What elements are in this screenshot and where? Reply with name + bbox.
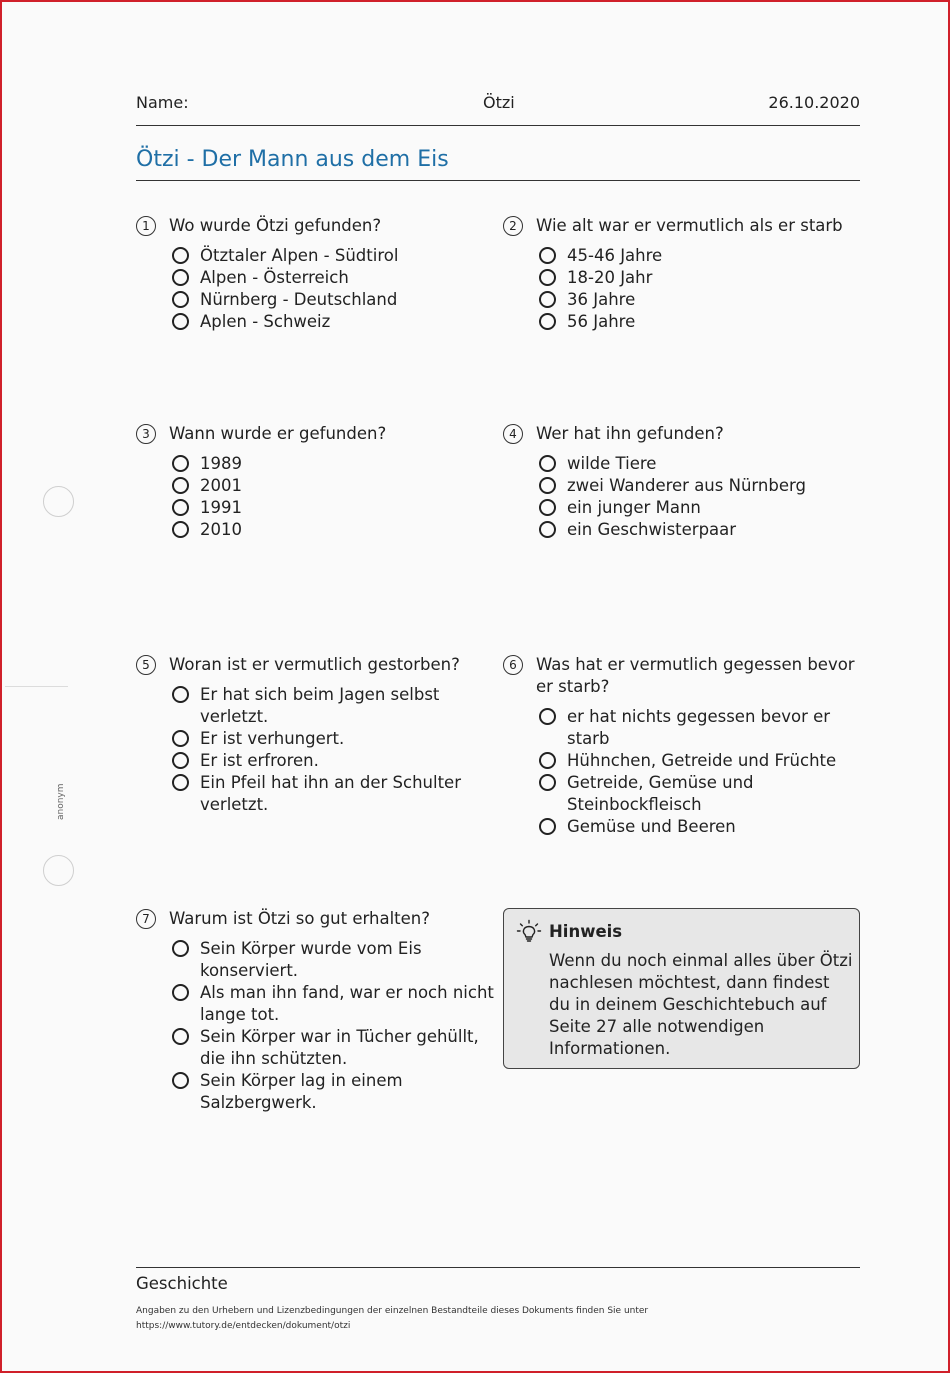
option-label: Getreide, Gemüse und Steinbockfleisch (567, 773, 754, 814)
option-list (172, 245, 491, 333)
punch-hole-top (43, 486, 74, 517)
option-label: er hat nichts gegessen bevor er starb (567, 707, 831, 748)
question-number: 3 (136, 424, 156, 444)
answer-option[interactable] (172, 1070, 496, 1114)
option-label: Ötztaler Alpen - Südtirol (200, 246, 399, 265)
option-list (172, 684, 491, 816)
radio-button[interactable] (172, 774, 189, 791)
punch-hole-bottom (43, 855, 74, 886)
question-number: 4 (503, 424, 523, 444)
option-label: 36 Jahre (567, 290, 636, 309)
answer-option[interactable] (539, 519, 860, 541)
radio-button[interactable] (172, 455, 189, 472)
radio-button[interactable] (172, 521, 189, 538)
radio-button[interactable] (172, 269, 189, 286)
option-label: Er ist verhungert. (200, 729, 345, 748)
answer-option[interactable] (539, 267, 860, 289)
radio-button[interactable] (172, 313, 189, 330)
radio-button[interactable] (539, 269, 556, 286)
option-label: 18-20 Jahr (567, 268, 653, 287)
option-label: Nürnberg - Deutschland (200, 290, 398, 309)
option-list (172, 453, 491, 541)
option-list (539, 245, 860, 333)
footer-attribution (136, 1304, 776, 1334)
answer-option[interactable] (172, 289, 491, 311)
hint-text: Wenn du noch einmal alles über Ötzi nachlesen möchtest, dann findest du in deinem Geschichtebuch auf Seite 27 alle notwendigen Informationen. (549, 951, 853, 1058)
option-label: 1991 (200, 498, 242, 517)
topic-label: Ötzi (483, 93, 515, 112)
name-label: Name: (136, 93, 189, 112)
option-list (539, 706, 860, 838)
answer-option[interactable] (172, 982, 496, 1026)
radio-button[interactable] (172, 752, 189, 769)
question-header (136, 215, 491, 237)
footer-divider (136, 1267, 860, 1268)
radio-button[interactable] (539, 291, 556, 308)
option-label: 56 Jahre (567, 312, 636, 331)
answer-option[interactable] (172, 519, 491, 541)
option-label: Ein Pfeil hat ihn an der Schulter verletzt. (200, 773, 461, 814)
radio-button[interactable] (172, 291, 189, 308)
radio-button[interactable] (539, 477, 556, 494)
radio-button[interactable] (172, 984, 189, 1001)
question-number: 1 (136, 216, 156, 236)
answer-option[interactable] (172, 311, 491, 333)
answer-option[interactable] (172, 1026, 496, 1070)
radio-button[interactable] (172, 1028, 189, 1045)
page-title: Ötzi - Der Mann aus dem Eis (136, 147, 449, 172)
question-number: 5 (136, 655, 156, 675)
attribution-line-1: Angaben zu den Urhebern und Lizenzbedingungen der einzelnen Bestandteile dieses Dokuments finden Sie unter (136, 1306, 649, 1316)
answer-option[interactable] (172, 475, 491, 497)
question-text: Woran ist er vermutlich gestorben? (169, 655, 460, 674)
question-text: Wo wurde Ötzi gefunden? (169, 216, 382, 235)
lightbulb-icon (516, 919, 542, 945)
question-4 (503, 423, 860, 541)
option-list (539, 453, 860, 541)
option-label: Aplen - Schweiz (200, 312, 331, 331)
answer-option[interactable] (539, 750, 860, 772)
question-text: Was hat er vermutlich gegessen bevor er starb? (536, 655, 855, 696)
option-label: zwei Wanderer aus Nürnberg (567, 476, 806, 495)
question-5 (136, 654, 491, 816)
option-label: ein Geschwisterpaar (567, 520, 737, 539)
option-list (172, 938, 496, 1114)
fold-mark (5, 686, 68, 687)
option-label: 45-46 Jahre (567, 246, 663, 265)
answer-option[interactable] (172, 497, 491, 519)
answer-option[interactable] (172, 728, 491, 750)
radio-button[interactable] (539, 499, 556, 516)
radio-button[interactable] (539, 774, 556, 791)
radio-button[interactable] (539, 521, 556, 538)
sidebar-label: anonym (56, 783, 66, 820)
question-number: 2 (503, 216, 523, 236)
option-label: Sein Körper wurde vom Eis konserviert. (200, 939, 422, 980)
question-6 (503, 654, 860, 838)
option-label: ein junger Mann (567, 498, 701, 517)
radio-button[interactable] (172, 940, 189, 957)
radio-button[interactable] (539, 708, 556, 725)
option-label: Gemüse und Beeren (567, 817, 736, 836)
option-label: Er ist erfroren. (200, 751, 319, 770)
radio-button[interactable] (172, 686, 189, 703)
question-header (503, 423, 860, 445)
question-header (136, 654, 491, 676)
radio-button[interactable] (172, 477, 189, 494)
question-number: 7 (136, 909, 156, 929)
answer-option[interactable] (539, 706, 860, 750)
option-label: Sein Körper war in Tücher gehüllt, die ihn schützten. (200, 1027, 479, 1068)
answer-option[interactable] (539, 289, 860, 311)
question-text: Wer hat ihn gefunden? (536, 424, 724, 443)
header-divider (136, 125, 860, 126)
radio-button[interactable] (539, 313, 556, 330)
radio-button[interactable] (172, 730, 189, 747)
radio-button[interactable] (172, 247, 189, 264)
question-header (136, 423, 491, 445)
question-3 (136, 423, 491, 541)
question-header (503, 215, 860, 237)
answer-option[interactable] (539, 453, 860, 475)
radio-button[interactable] (172, 1072, 189, 1089)
radio-button[interactable] (539, 247, 556, 264)
question-text: Wann wurde er gefunden? (169, 424, 387, 443)
question-1 (136, 215, 491, 333)
radio-button[interactable] (172, 499, 189, 516)
radio-button[interactable] (539, 752, 556, 769)
radio-button[interactable] (539, 818, 556, 835)
answer-option[interactable] (172, 772, 491, 816)
answer-option[interactable] (172, 245, 491, 267)
hint-heading: Hinweis (549, 922, 623, 941)
title-divider (136, 180, 860, 181)
footer-subject: Geschichte (136, 1274, 228, 1293)
question-7 (136, 908, 496, 1114)
option-label: Er hat sich beim Jagen selbst verletzt. (200, 685, 440, 726)
hint-box (503, 908, 860, 1069)
answer-option[interactable] (539, 311, 860, 333)
option-label: Sein Körper lag in einem Salzbergwerk. (200, 1071, 403, 1112)
answer-option[interactable] (172, 938, 496, 982)
radio-button[interactable] (539, 455, 556, 472)
answer-option[interactable] (539, 497, 860, 519)
answer-option[interactable] (172, 750, 491, 772)
question-number: 6 (503, 655, 523, 675)
answer-option[interactable] (172, 267, 491, 289)
question-header (503, 654, 860, 698)
answer-option[interactable] (539, 475, 860, 497)
option-label: 2010 (200, 520, 242, 539)
option-label: Alpen - Österreich (200, 268, 349, 287)
question-header (136, 908, 496, 930)
answer-option[interactable] (172, 453, 491, 475)
option-label: Hühnchen, Getreide und Früchte (567, 751, 837, 770)
attribution-line-2: https://www.tutory.de/entdecken/dokument/otzi (136, 1321, 351, 1331)
answer-option[interactable] (539, 816, 860, 838)
answer-option[interactable] (539, 772, 860, 816)
option-label: 2001 (200, 476, 242, 495)
question-text: Wie alt war er vermutlich als er starb (536, 216, 843, 235)
question-2 (503, 215, 860, 333)
question-text: Warum ist Ötzi so gut erhalten? (169, 909, 430, 928)
date-label: 26.10.2020 (768, 93, 860, 112)
answer-option[interactable] (172, 684, 491, 728)
answer-option[interactable] (539, 245, 860, 267)
option-label: Als man ihn fand, war er noch nicht lange tot. (200, 983, 494, 1024)
option-label: wilde Tiere (567, 454, 657, 473)
option-label: 1989 (200, 454, 242, 473)
